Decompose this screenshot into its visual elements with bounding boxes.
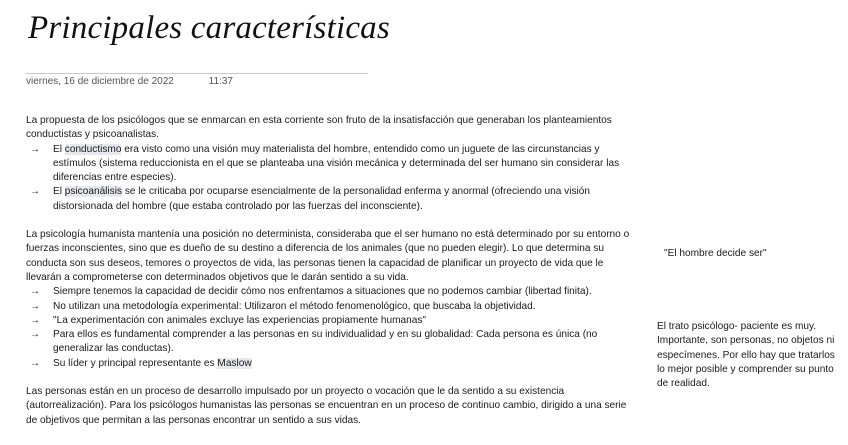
arrow-right-icon: → [30,186,41,198]
term-highlight: psicoanálisis [64,186,123,198]
list-item-prefix: El [53,186,65,198]
spacer [26,371,632,385]
term-highlight: Maslow [217,357,252,369]
arrow-right-icon: → [30,286,41,298]
paragraph-development[interactable]: Las personas están en un proceso de desarrollo impulsado por un proyecto o vocación que le da sentido a su existencia (autorrealización). Para los psicólogos humanistas las personas se encuentran en un proceso de continuo cambio, dirigido a una serie de objetivos que permitan a las personas encontrar un sentido a sus vidas. [26,386,627,426]
list-item-text: No utilizan una metodología experimental: Utilizaron el método fenomenológico, que buscaba la objetividad. [53,300,536,312]
arrow-right-icon: → [30,314,41,326]
paragraph-humanism[interactable]: La psicología humanista mantenía una posición no determinista, consideraba que el ser humano no está determinado por su entorno o fuerzas inconscientes, sino que es dueño de su destino a diferencia de los animales (que no pueden elegir). Lo que determina su conducta son sus deseos, temores o proyectos de vida, las personas tienen la capacidad de planificar un proyecto de vida que le llevarán a comprometerse con determinados objetivos que le darán sentido a su vida. [26,229,630,283]
list-item-text: era visto como una visión muy materialista del hombre, entendido como un juguete de las circunstancias y estímulos (sistema reduccionista en el que se planteaba una visión mecánica y determinada del ser humano sin considerar las diferencias entre especies). [53,143,620,184]
arrow-right-icon: → [30,143,41,155]
critique-list [26,143,632,214]
arrow-right-icon: → [30,357,41,369]
side-quote[interactable]: "El hombre decide ser" [664,248,767,259]
paragraph-intro[interactable]: La propuesta de los psicólogos que se enmarcan en esta corriente son fruto de la insatisfacción que generaban los planteamientos conductistas y psicoanalistas. [26,115,612,141]
title-underline [26,73,368,74]
note-body[interactable] [26,114,632,428]
list-item-text: Para ellos es fundamental comprender a las personas en su individualidad y en su globalidad: Cada persona es única (no generalizar las conductas). [53,329,598,355]
list-item-text: "La experimentación con animales excluye las experiencias propiamente humanas" [53,314,426,326]
list-item[interactable] [26,185,632,214]
side-note[interactable]: El trato psicólogo- paciente es muy. Importante, son personas, no objetos ni especímenes. Por ello hay que tratarlos lo mejor posible y comprender su punto de realidad. [657,321,835,390]
date-row [26,76,368,87]
list-item[interactable] [26,314,632,328]
list-item-text: Siempre tenemos la capacidad de decidir cómo nos enfrentamos a situaciones que no podemos cambiar (libertad finita). [53,286,592,298]
arrow-right-icon: → [30,300,41,312]
spacer [26,214,632,228]
features-list [26,285,632,371]
page-date: viernes, 16 de diciembre de 2022 [26,76,174,87]
arrow-right-icon: → [30,329,41,341]
list-item[interactable] [26,300,632,314]
page-time: 11:37 [208,76,233,87]
list-item[interactable] [26,143,632,186]
list-item[interactable] [26,357,632,371]
list-item[interactable] [26,328,632,357]
list-item-text: se le criticaba por ocuparse esencialmente de la personalidad enferma y anormal (ofreciendo una visión distorsionada del hombre (que estaba controlado por las fuerzas del inconsciente). [53,186,590,212]
term-highlight: conductismo [64,143,122,155]
list-item-prefix: Su líder y principal representante es [53,357,218,369]
list-item-prefix: El [53,143,65,155]
list-item[interactable] [26,285,632,299]
page-title[interactable]: Principales características [28,10,390,46]
